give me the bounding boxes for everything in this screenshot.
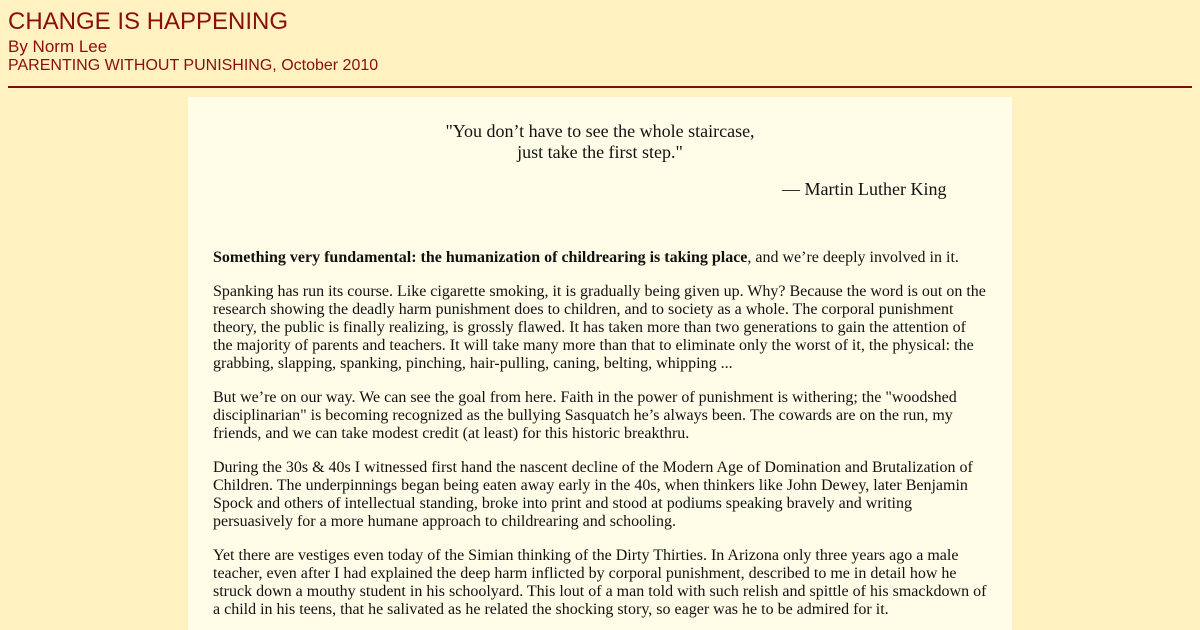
epigraph-quote	[188, 121, 1012, 163]
lead-paragraph	[213, 249, 989, 267]
article-paragraph: Yet there are vestiges even today of the Simian thinking of the Dirty Thirties. In Arizona only three years ago a male teacher, even after I had explained the deep harm inflicted by corporal punishment, described to me in detail how he struck down a mouthy student in his schoolyard. This lout of a man told with such relish and spittle of his smackdown of a child in his teens, that he salivated as he related the shocking story, so eager was he to be admired for it.	[213, 547, 987, 618]
article-paragraph: Spanking has run its course. Like cigarette smoking, it is gradually being given up. Why? Because the word is out on the research showing the deadly harm punishment does to children, and to society as a whole. The corporal punishment theory, the public is finally realizing, is grossly flawed. It has taken more than two generations to gain the attention of the majority of parents and teachers. It will take many more than that to eliminate only the worst of it, the physical: the grabbing, slapping, spanking, pinching, hair-pulling, caning, belting, whipping ...	[213, 283, 986, 372]
article-panel	[188, 97, 1012, 630]
article-body	[213, 249, 989, 630]
quote-line-2: just take the first step."	[517, 142, 683, 162]
quote-line-1: "You don’t have to see the whole staircase,	[445, 121, 755, 141]
article-paragraph: During the 30s & 40s I witnessed first hand the nascent decline of the Modern Age of Domination and Brutalization of Children. The underpinnings began being eaten away early in the 40s, when thinkers like John Dewey, later Benjamin Spock and others of intellectual standing, broke into print and stood at podiums speaking bravely and writing persuasively for a more humane approach to childrearing and schooling.	[213, 459, 973, 530]
lead-rest-text: , and we’re deeply involved in it.	[747, 249, 959, 266]
page-title: CHANGE IS HAPPENING	[8, 8, 289, 35]
page-header	[8, 0, 1192, 88]
quote-attribution: — Martin Luther King	[782, 179, 947, 199]
lead-bold-text: Something very fundamental: the humanization of childrearing is taking place	[213, 249, 748, 266]
publication-source: PARENTING WITHOUT PUNISHING, October 2010	[8, 57, 379, 74]
author-byline: By Norm Lee	[8, 37, 108, 56]
article-paragraph: But we’re on our way. We can see the goal from here. Faith in the power of punishment is withering; the "woodshed disciplinarian" is becoming recognized as the bullying Sasquatch he’s always been. The cowards are on the run, my friends, and we can take modest credit (at least) for this historic breakthru.	[213, 389, 957, 442]
